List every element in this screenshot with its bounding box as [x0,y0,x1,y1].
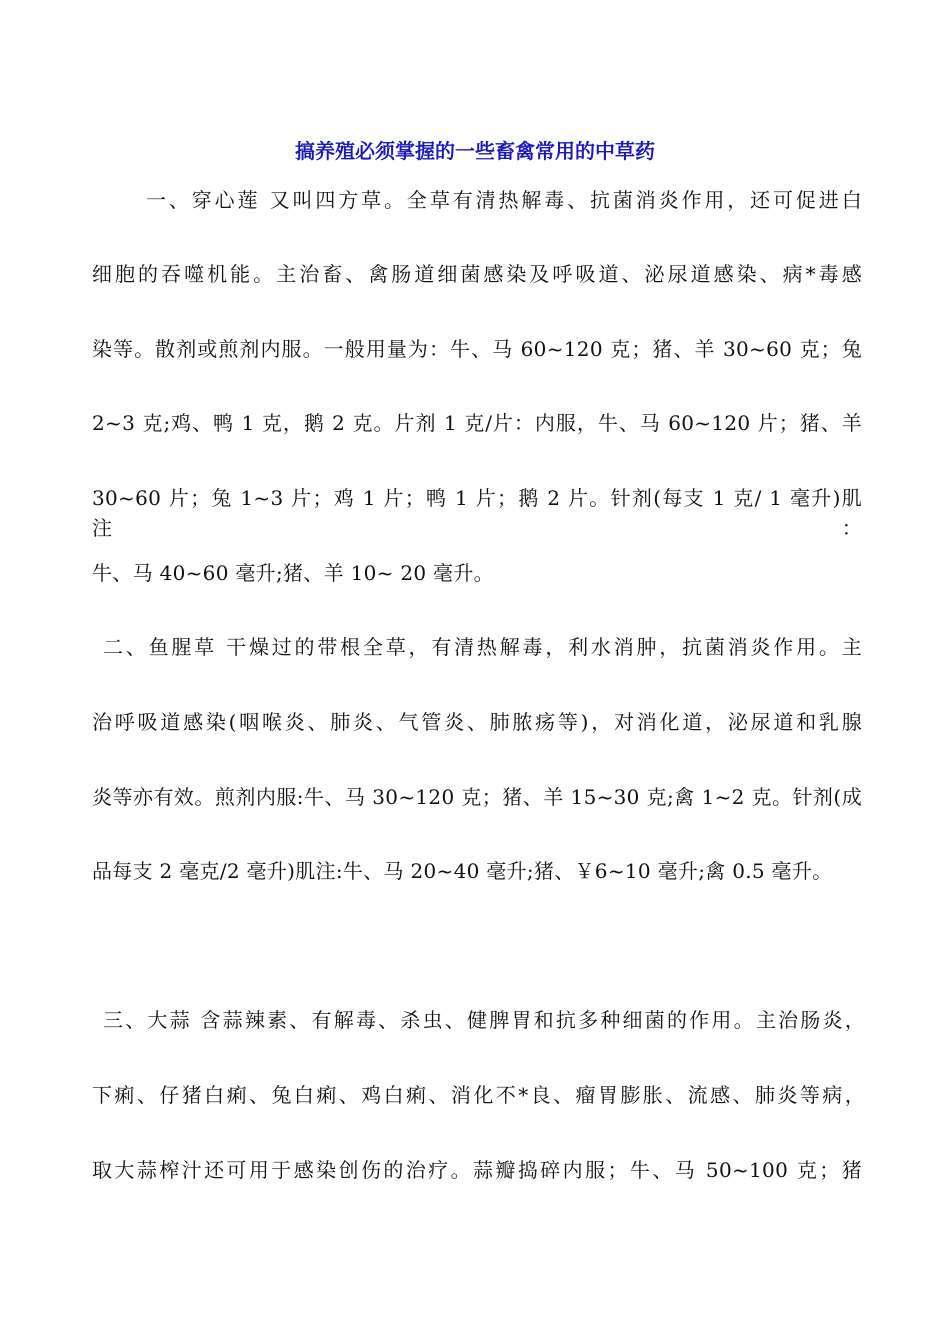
paragraph-2-line-3: 炎等亦有效。煎剂内服:牛、马 30~120 克；猪、羊 15~30 克;禽 1~2 克。针剂(成 [92,785,862,809]
paragraph-1-line-1: 一、穿心莲 又叫四方草。全草有清热解毒、抗菌消炎作用，还可促进白 [146,188,862,212]
paragraph-2-line-2: 治呼吸道感染(咽喉炎、肺炎、气管炎、肺脓疡等)，对消化道，泌尿道和乳腺 [92,710,862,734]
paragraph-3-line-1: 三、大蒜 含蒜辣素、有解毒、杀虫、健脾胃和抗多种细菌的作用。主治肠炎， [103,1008,865,1032]
paragraph-3-line-3: 取大蒜榨汁还可用于感染创伤的治疗。蒜瓣捣碎内服；牛、马 50~100 克；猪 [92,1158,862,1182]
paragraph-2-line-4: 品每支 2 毫克/2 毫升)肌注:牛、马 20~40 毫升;猪、￥6~10 毫升;禽 0.5 毫升。 [92,859,833,883]
paragraph-3-line-2: 下痢、仔猪白痢、兔白痢、鸡白痢、消化不*良、瘤胃膨胀、流感、肺炎等病， [92,1083,865,1107]
paragraph-2-line-1: 二、鱼腥草 干燥过的带根全草，有清热解毒，利水消肿，抗菌消炎作用。主 [103,635,862,659]
paragraph-1-line-6: 牛、马 40~60 毫升;猪、羊 10~ 20 毫升。 [92,561,494,585]
paragraph-1-line-3: 染等。散剂或煎剂内服。一般用量为：牛、马 60~120 克；猪、羊 30~60 克；兔 [92,337,862,361]
paragraph-1-line-5: 30~60 片；兔 1~3 片；鸡 1 片；鸭 1 片；鹅 2 片。针剂(每支 1 克/ 1 毫升)肌注： [92,486,862,540]
paragraph-1-line-4: 2~3 克;鸡、鸭 1 克，鹅 2 克。片剂 1 克/片：内服，牛、马 60~120 片；猪、羊 [92,411,862,435]
paragraph-1-line-2: 细胞的吞噬机能。主治畜、禽肠道细菌感染及呼吸道、泌尿道感染、病*毒感 [92,262,862,286]
document-title: 搞养殖必须掌握的一些畜禽常用的中草药 [295,139,655,163]
